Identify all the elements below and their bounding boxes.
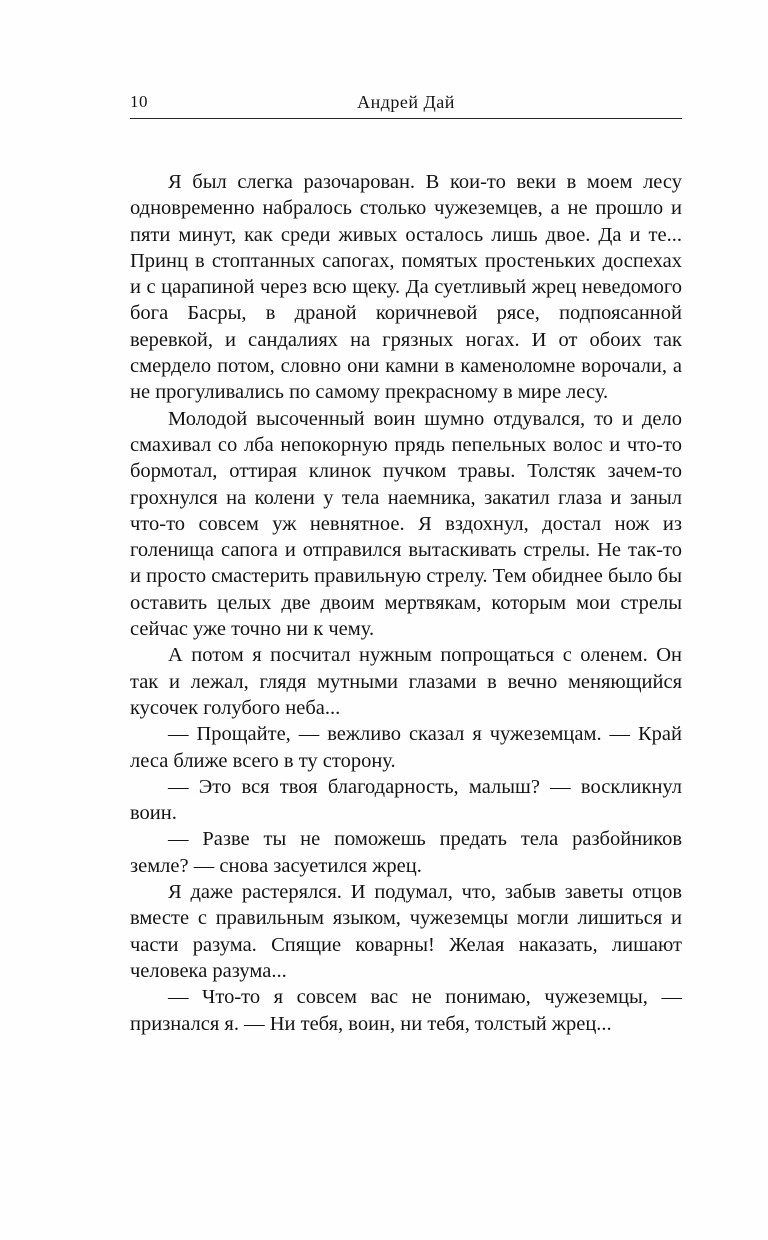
body-text (130, 169, 682, 1037)
running-head (130, 92, 682, 118)
paragraph: Молодой высоченный воин шумно отдувался, то и дело смахивал со лба непокорную прядь пепельных волос и что-то бормотал, оттирая клинок пучком травы. Толстяк зачем-то грохнулся на колени у тела наемника, закатил глаза и заныл что-то совсем уж невнятное. Я вздохнул, достал нож из голенища сапога и отправился вытаскивать стрелы. Не так-то и просто смастерить правильную стрелу. Тем обиднее было бы оставить целых две двоим мертвякам, которым мои стрелы сейчас уже точно ни к чему. (130, 407, 682, 641)
paragraph: — Что-то я совсем вас не понимаю, чужеземцы, — признался я. — Ни тебя, воин, ни тебя, толстый жрец... (130, 986, 682, 1035)
paragraph: — Разве ты не поможешь предать тела разбойников земле? — снова засуетился жрец. (130, 828, 682, 877)
header-rule (130, 118, 682, 119)
paragraph: — Это вся твоя благодарность, малыш? — воскликнул воин. (130, 775, 682, 825)
paragraph: Я был слегка разочарован. В кои-то веки в моем лесу одновременно набралось столько чужеземцев, а не прошло и пяти минут, как среди живых осталось лишь двое. Да и те... Принц в стоптанных сапогах, помятых простеньких доспехах и с царапиной через всю щеку. Да суетливый жрец неведомого бога Басры, в драной коричневой рясе, подпоясанной веревкой, и сандалиях на грязных ногах. И от обоих так смердело потом, словно они камни в каменоломне ворочали, а не прогуливались по самому прекрасному в мире лесу. (130, 171, 682, 404)
paragraph: — Прощайте, — вежливо сказал я чужеземцам. — Край леса ближе всего в ту сторону. (130, 723, 682, 772)
page-content (130, 92, 682, 1037)
running-title: Андрей Дай (357, 92, 455, 112)
paragraph: А потом я посчитал нужным попрощаться с оленем. Он так и лежал, глядя мутными глазами в вечно меняющийся кусочек голубого неба... (130, 644, 682, 719)
page-number: 10 (130, 92, 148, 111)
paragraph: Я даже растерялся. И подумал, что, забыв заветы отцов вместе с правильным языком, чужеземцы могли лишиться и части разума. Спящие коварны! Желая наказать, лишают человека разума... (130, 881, 682, 982)
